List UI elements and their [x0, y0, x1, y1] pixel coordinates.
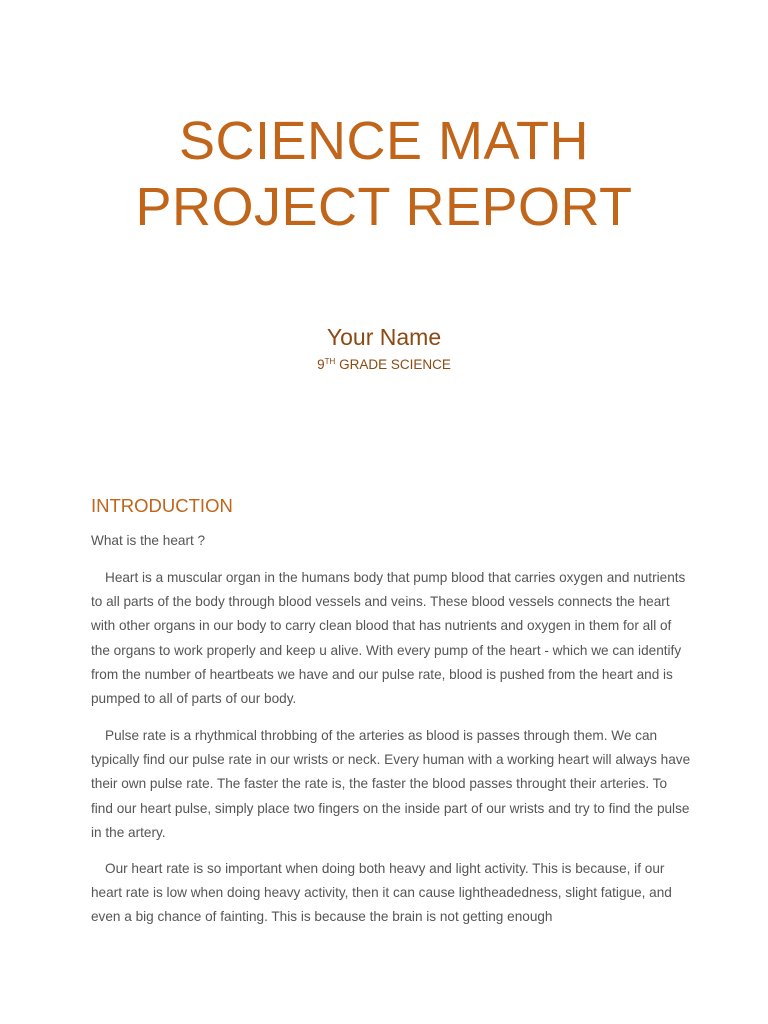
intro-question: What is the heart ?: [91, 533, 206, 548]
paragraph-pulse-rate-text: Pulse rate is a rhythmical throbbing of the arteries as blood is passes through them. We can typically find our pulse rate in our wrists or neck. Every human with a working heart will always have their own pulse rate. The faster the rate is, the faster the blood passes throught their arteries. To find our heart pulse, simply place two fingers on the inside part of our wrists and try to find the pulse in the artery.: [91, 728, 691, 840]
grade-subtitle: [0, 352, 768, 375]
grade-label: GRADE SCIENCE: [335, 357, 451, 372]
report-title-line-2: PROJECT REPORT: [135, 177, 633, 237]
report-title-line-1: SCIENCE MATH: [178, 111, 590, 171]
paragraph-heart: [91, 566, 691, 711]
report-title: [0, 108, 768, 240]
paragraph-heart-rate: [91, 857, 691, 930]
section-heading-introduction: INTRODUCTION: [91, 495, 233, 516]
paragraph-heart-text: Heart is a muscular organ in the humans body that pump blood that carries oxygen and nutrients to all parts of the body through blood vessels and veins. These blood vessels connects the heart with other organs in our body to carry clean blood that has nutrients and oxygen in them for all of the organs to work properly and keep u alive. With every pump of the heart - which we can identify from the number of heartbeats we have and our pulse rate, blood is pushed from the heart and is pumped to all of parts of our body.: [91, 570, 686, 707]
paragraph-heart-rate-text: Our heart rate is so important when doing both heavy and light activity. This is because, if our heart rate is low when doing heavy activity, then it can cause lightheadedness, slight fatigue, and even a big chance of fainting. This is because the brain is not getting enough: [91, 861, 672, 925]
grade-suffix: TH: [324, 357, 336, 366]
author-name: Your Name: [326, 324, 442, 350]
paragraph-pulse-rate: [91, 724, 691, 845]
grade-number: 9: [317, 357, 325, 372]
